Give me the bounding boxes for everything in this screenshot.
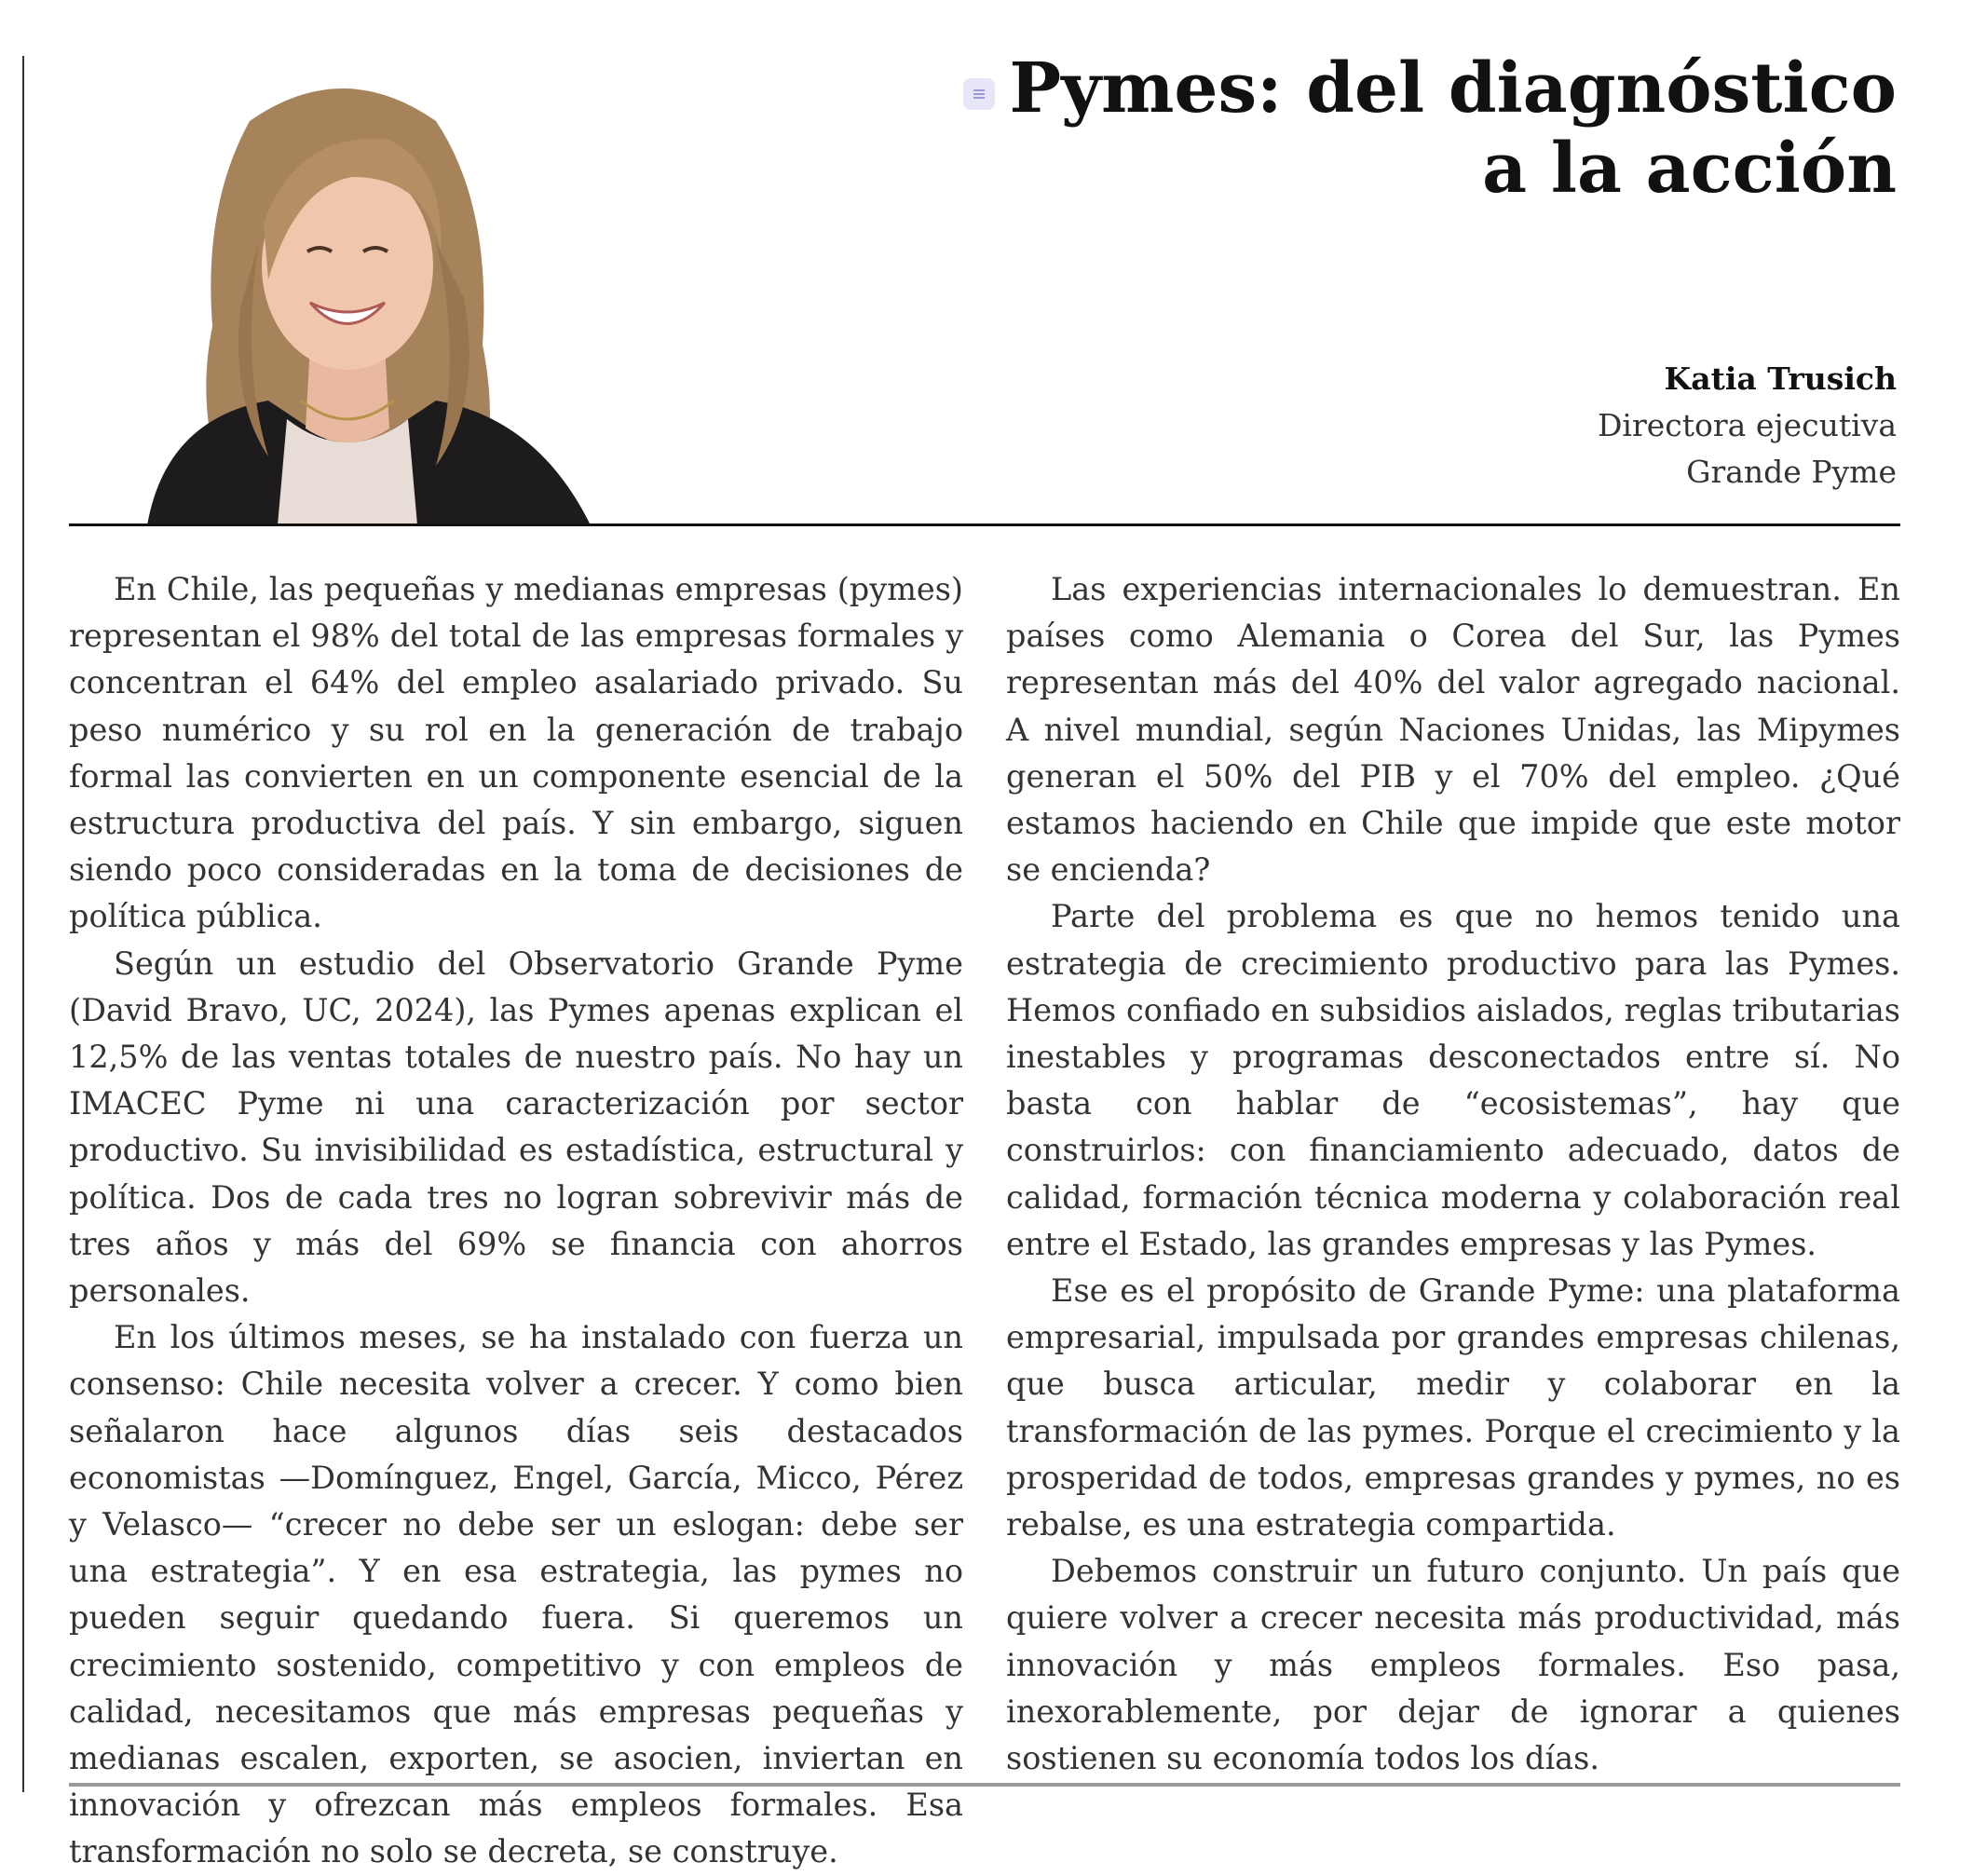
left-border-line [22,56,24,1792]
paragraph: En los últimos meses, se ha instalado con fuerza un consenso: Chile necesita volver a crecer. Y como bien señalaron hace algunos días seis destacados economistas —Domínguez, Engel, García, Micco, Pérez y Velasco— “crecer no debe ser un eslogan: debe ser una estrategia”. Y en esa estrategia, las pymes no pueden seguir quedando fuera. Si queremos un crecimiento sostenido, competitivo y con empleos de calidad, necesitamos que más empresas pequeñas y medianas escalen, exporten, se asocien, inviertan en innovación y ofrezcan más empleos formales. Esa transformación no solo se decreta, se construye. [69,1319,963,1870]
paragraph: En Chile, las pequeñas y medianas empresas (pymes) representan el 98% del total de las empresas formales y concentran el 64% del empleo asalariado privado. Su peso numérico y su rol en la generación de trabajo formal las convierten en un componente esencial de la estructura productiva del país. Y sin embargo, siguen siendo poco consideradas en la toma de decisiones de política pública. [69,571,963,935]
author-name: Katia Trusich [1664,360,1897,397]
header-divider [69,523,1900,526]
paragraph: Debemos construir un futuro conjunto. Un país que quiere volver a crecer necesita más productividad, más innovación y más empleos formales. Eso pasa, inexorablemente, por dejar de ignorar a quienes sostienen su economía todos los días. [1006,1553,1900,1777]
article-column-right [1006,566,1900,1782]
footer-divider [69,1783,1900,1787]
paragraph: Las experiencias internacionales lo demuestran. En países como Alemania o Corea del Sur, las Pymes representan más del 40% del valor agregado nacional. A nivel mundial, según Naciones Unidas, las Mipymes generan el 50% del PIB y el 70% del empleo. ¿Qué estamos haciendo en Chile que impide que este motor se encienda? [1006,571,1900,889]
article-title: Pymes: del diagnóstico a la acción [1009,48,1897,209]
author-organization: Grande Pyme [1686,454,1897,490]
author-portrait [110,65,591,525]
paragraph: Ese es el propósito de Grande Pyme: una plataforma empresarial, impulsada por grandes empresas chilenas, que busca articular, medir y colaborar en la transformación de las pymes. Porque el crecimiento y la prosperidad de todos, empresas grandes y pymes, no es rebalse, es una estrategia compartida. [1006,1272,1900,1543]
author-role: Directora ejecutiva [1597,407,1897,443]
paragraph: Parte del problema es que no hemos tenido una estrategia de crecimiento productivo para las Pymes. Hemos confiado en subsidios aislados, reglas tributarias inestables y programas desconectados entre sí. No basta con hablar de “ecosistemas”, hay que construirlos: con financiamiento adecuado, datos de calidad, formación técnica moderna y colaboración real entre el Estado, las grandes empresas y las Pymes. [1006,898,1900,1262]
author-byline [1598,356,1897,496]
paragraph: Según un estudio del Observatorio Grande Pyme (David Bravo, UC, 2024), las Pymes apenas explican el 12,5% de las ventas totales de nuestro país. No hay un IMACEC Pyme ni una caracterización por sector productivo. Su invisibilidad es estadística, estructural y política. Dos de cada tres no logran sobrevivir más de tres años y más del 69% se financia con ahorros personales. [69,945,963,1310]
note-icon[interactable] [963,78,995,110]
article-column-left [69,566,963,1876]
